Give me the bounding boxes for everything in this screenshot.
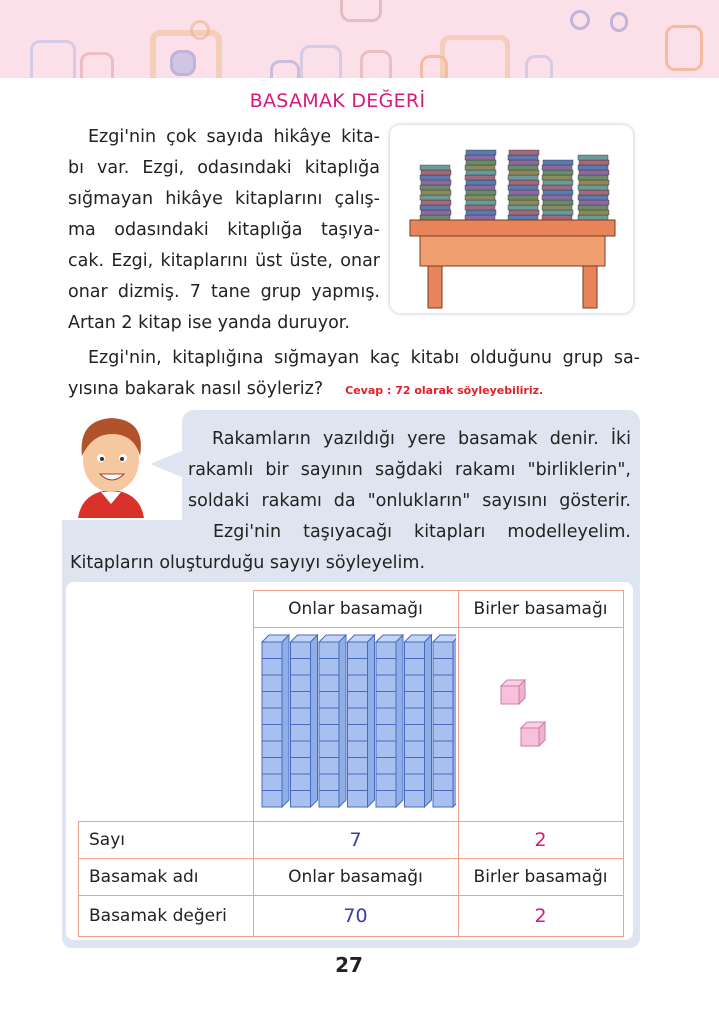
tens-value: 70	[253, 896, 458, 937]
intro-line: onar dizmiş. 7 tane grup yapmış.	[68, 282, 380, 302]
header-tens: Onlar basamağı	[253, 591, 458, 628]
page-number: 27	[335, 953, 363, 977]
model-text	[70, 517, 631, 579]
tens-rod	[404, 635, 431, 807]
table-header-row	[79, 591, 624, 628]
blocks-row	[79, 628, 624, 822]
question-line: Ezgi'nin, kitaplığına sığmayan kaç kitabı olduğunu grup sa-	[88, 348, 640, 368]
question-paragraph	[68, 343, 640, 406]
row-label: Basamak değeri	[79, 896, 254, 937]
intro-line: ma odasındaki kitaplığa taşıya-	[68, 220, 380, 240]
intro-line: Artan 2 kitap ise yanda duruyor.	[68, 313, 350, 333]
question-text: yısına bakarak nasıl söyleriz?	[68, 379, 324, 399]
bookshelf-illustration	[390, 125, 633, 313]
row-label: Sayı	[79, 822, 254, 859]
header-ones: Birler basamağı	[458, 591, 623, 628]
tens-value: Onlar basamağı	[253, 859, 458, 896]
page-title: BASAMAK DEĞERİ	[249, 90, 426, 112]
tens-rod	[262, 635, 289, 807]
tens-rod	[376, 635, 403, 807]
intro-paragraph	[68, 122, 380, 339]
bubble-line: Rakamların yazıldığı yere basamak denir. İki	[212, 429, 631, 449]
ones-value: 2	[458, 896, 623, 937]
table-row	[79, 859, 624, 896]
boy-illustration	[68, 412, 154, 518]
tens-value: 7	[253, 822, 458, 859]
bubble-line: soldaki rakamı da "onlukların" sayısını gösterir.	[188, 491, 631, 511]
place-value-table	[78, 590, 624, 937]
speech-bubble-tail	[150, 450, 184, 478]
question-line	[68, 374, 640, 406]
ones-cube	[501, 680, 525, 704]
bubble-line: rakamlı bir sayının sağdaki rakamı "birliklerin",	[188, 460, 631, 480]
intro-line: bı var. Ezgi, odasındaki kitaplığa	[68, 158, 380, 178]
tens-rod	[319, 635, 346, 807]
tens-rod	[290, 635, 317, 807]
bubble-text	[188, 424, 631, 517]
ones-blocks-cell	[458, 628, 623, 822]
row-label: Basamak adı	[79, 859, 254, 896]
table-row	[79, 822, 624, 859]
tens-blocks-cell	[253, 628, 458, 822]
model-line: Kitapların oluşturduğu sayıyı söyleyelim.	[70, 553, 426, 573]
ones-cube	[521, 722, 545, 746]
tens-rod	[347, 635, 374, 807]
model-line: Ezgi'nin taşıyacağı kitapları modelleyelim.	[213, 522, 631, 542]
intro-line: sığmayan hikâye kitaplarını çalış-	[68, 189, 380, 209]
decorative-banner	[0, 0, 719, 78]
answer-text: Cevap : 72 olarak söyleyebiliriz.	[345, 384, 544, 397]
intro-line: cak. Ezgi, kitaplarını üst üste, onar	[68, 251, 380, 271]
ones-value: 2	[458, 822, 623, 859]
table-row	[79, 896, 624, 937]
tens-rod	[433, 635, 456, 807]
intro-line: Ezgi'nin çok sayıda hikâye kita-	[88, 127, 380, 147]
ones-value: Birler basamağı	[458, 859, 623, 896]
